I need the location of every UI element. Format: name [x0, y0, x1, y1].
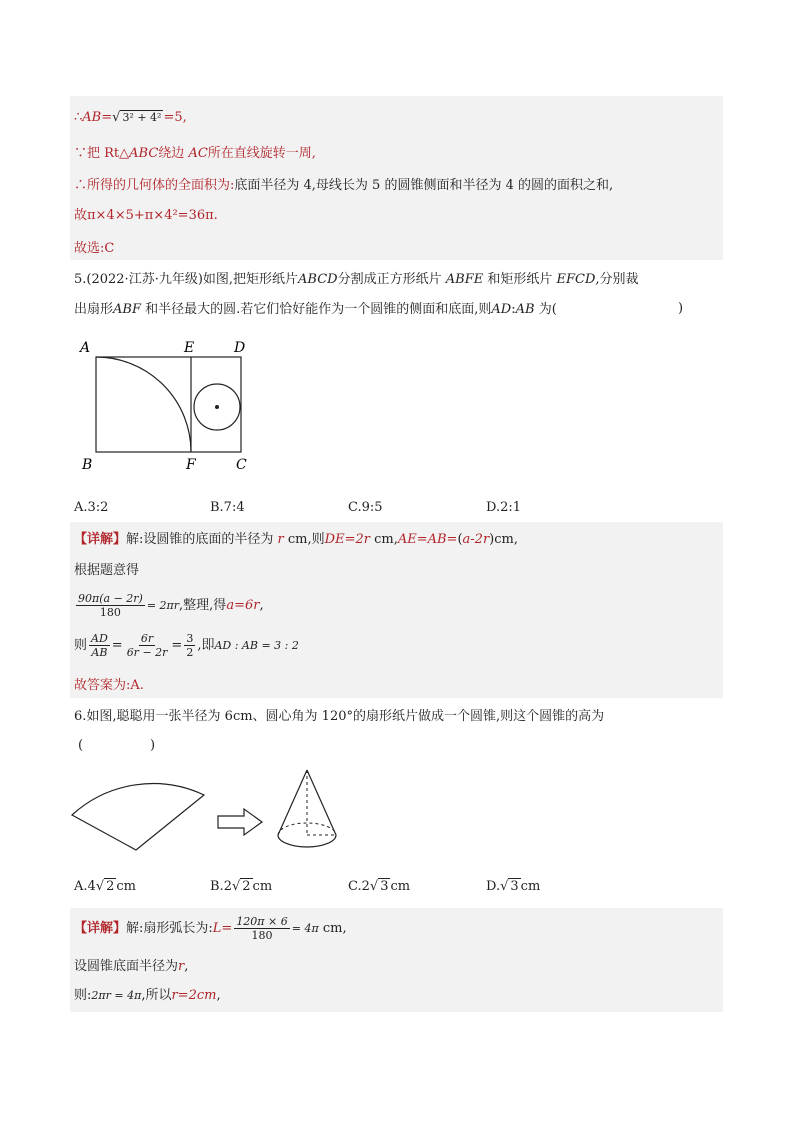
sector-paper	[72, 784, 204, 850]
q5-solution-line4: 则 $\frac{AD}{AB}$ = $\frac{6r}{6r - 2r}$ = $\frac{3}{2}$ ,即AD : AB = 3 : 2	[74, 632, 299, 659]
prev-solution-line5: 故选:C	[74, 241, 115, 256]
q6-solution-line3: 则:2πr = 4π,所以r=2cm,	[74, 988, 221, 1003]
prev-solution-line1: ∴AB=√ 3² + 4² =5,	[74, 110, 187, 125]
q6-option-c[interactable]: C.2√ 3 cm	[348, 879, 411, 894]
q6-figure	[66, 765, 346, 865]
fraction-3-2: $\frac{3}{2}$	[186, 632, 194, 659]
q6-option-a[interactable]: A.4√ 2 cm	[74, 879, 136, 894]
fraction-ad-ab: $\frac{AD}{AB}$	[91, 632, 108, 659]
q6-stem-line1: 6.如图,聪聪用一张半径为 6cm、圆心角为 120°的扇形纸片做成一个圆锥,则这个圆锥的高为	[74, 709, 605, 724]
q5-option-d[interactable]: D.2:1	[486, 500, 522, 515]
q5-option-c[interactable]: C.9:5	[348, 500, 383, 515]
q5-solution-line2: 根据题意得	[74, 563, 140, 578]
label-f: F	[186, 457, 196, 473]
q5-stem-line1: 5.(2022·江苏·九年级)如图,把矩形纸片ABCD分割成正方形纸片 ABFE 和矩形纸片 EFCD,分别裁	[74, 272, 639, 287]
q6-answer-close-paren: )	[150, 738, 156, 753]
fraction-arc-length: $\frac{120\pi \times 6}{180}$	[236, 915, 288, 942]
q6-option-b[interactable]: B.2√ 2 cm	[210, 879, 273, 894]
q5-stem-line2: 出扇形ABF 和半径最大的圆.若它们恰好能作为一个圆锥的侧面和底面,则AD:AB 为(	[74, 302, 557, 317]
label-d: D	[234, 340, 246, 356]
q5-figure	[74, 335, 264, 475]
q6-solution-line1: 【详解】解:扇形弧长为:L= $\frac{120\pi \times 6}{180}$ = 4π cm,	[74, 915, 347, 942]
rect-abcd	[96, 357, 241, 452]
label-b: B	[82, 457, 93, 473]
label-a: A	[80, 340, 91, 356]
cone-base-front	[278, 835, 336, 847]
prev-solution-line3: ∴所得的几何体的全面积为:底面半径为 4,母线长为 5 的圆锥侧面和半径为 4 的圆的面积之和,	[74, 178, 614, 193]
q5-solution-line5: 故答案为:A.	[74, 678, 144, 693]
cone-right-edge	[307, 770, 336, 835]
q6-solution-line2: 设圆锥底面半径为r,	[74, 959, 189, 974]
q5-solution-line1: 【详解】解:设圆锥的底面的半径为 r cm,则DE=2r cm,AE=AB=(a-2r)cm,	[74, 532, 518, 547]
q5-option-b[interactable]: B.7:4	[210, 500, 245, 515]
arc-bf	[96, 357, 191, 452]
q6-answer-open-paren: (	[78, 738, 84, 753]
arrow-icon	[218, 809, 262, 835]
label-e: E	[184, 340, 195, 356]
q5-answer-close-paren: )	[678, 301, 684, 316]
fraction-6r: $\frac{6r}{6r - 2r}$	[126, 632, 168, 659]
q5-solution-line3: $\frac{90\pi(a - 2r)}{180}$ = 2πr,整理,得a=6r,	[78, 592, 264, 619]
circle-center-dot	[215, 405, 219, 409]
q5-option-a[interactable]: A.3:2	[74, 500, 109, 515]
prev-solution-line4: 故π×4×5+π×4²=36π.	[74, 208, 218, 223]
q6-option-d[interactable]: D.√ 3 cm	[486, 879, 541, 894]
label-c: C	[236, 457, 247, 473]
fraction-90pi: $\frac{90\pi(a - 2r)}{180}$	[78, 592, 143, 619]
cone-left-edge	[278, 770, 307, 835]
prev-solution-line2: ∵把 Rt△ABC绕边 AC所在直线旋转一周,	[74, 146, 316, 161]
